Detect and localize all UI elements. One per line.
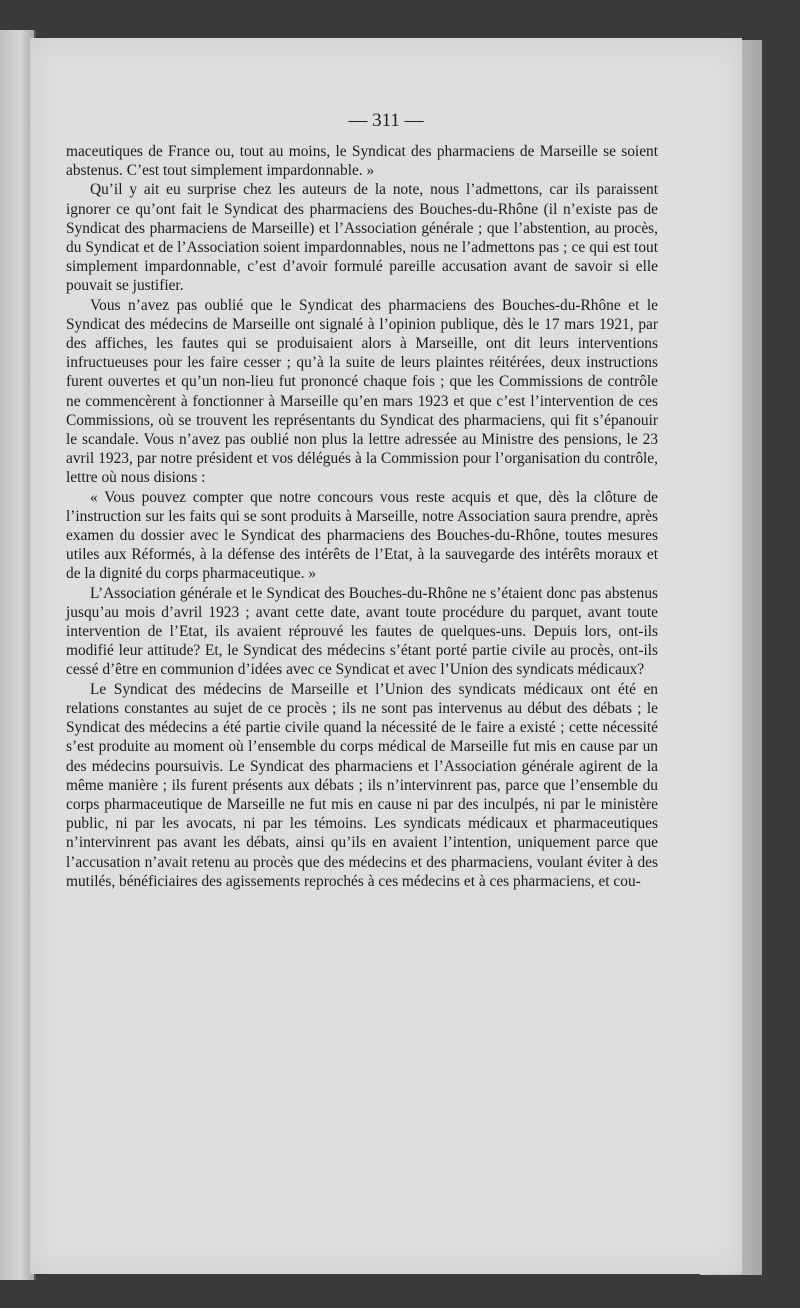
- paragraph-1: maceutiques de France ou, tout au moins, le Syndicat des pharmaciens de Marseille se soient abstenus. C’est tout simplement impardonnable. »: [66, 143, 658, 180]
- paragraph-3: Vous n’avez pas oublié que le Syndicat des pharmaciens des Bouches-du-Rhône et le Syndicat des médecins de Marseille ont signalé à l’opinion publique, dès le 17 mars 1921, par des affiches, les fautes qui se produisaient alors à Marseille, ont dit leurs interventions infructueuses pour les faire cesser ; qu’à la suite de leurs plaintes réitérées, deux instructions furent ouvertes et qu’un non-lieu fut prononcé chaque fois ; que les Commissions de contrôle ne commencèrent à fonctionner à Marseille qu’en mars 1923 et que c’est l’intervention de ces Commissions, où se trouvent les représentants du Syndicat des pharmaciens, qui fit s’épanouir le scandale. Vous n’avez pas oublié non plus la lettre adressée au Ministre des pensions, le 23 avril 1923, par notre président et vos délégués à la Commission pour l’organisation du contrôle, lettre où nous disions :: [66, 296, 658, 487]
- paragraph-4-quote: « Vous pouvez compter que notre concours vous reste acquis et que, dès la clôture de l’instruction sur les faits qui se sont produits à Marseille, notre Association saura prendre, après examen du dossier avec le Syndicat des pharmaciens des Bouches-du-Rhône, toutes mesures utiles aux Réformés, à la défense des intérêts de l’Etat, à la sauvegarde des intérêts moraux et de la dignité du corps pharmaceutique. »: [66, 488, 658, 583]
- paragraph-5: L’Association générale et le Syndicat des Bouches-du-Rhône ne s’étaient donc pas abstenus jusqu’au mois d’avril 1923 ; avant cette date, avant toute procédure du parquet, avant toute intervention de l’Etat, ils avaient réprouvé les fautes de quelques-uns. Depuis lors, ont-ils modifié leur attitude? Et, le Syndicat des médecins s’étant porté partie civile au procès, ont-ils cessé d’être en communion d’idées avec ce Syndicat et avec l’Union des syndicats médicaux?: [66, 584, 658, 679]
- book-page: [30, 38, 742, 1274]
- page-number: — 311 —: [348, 110, 424, 131]
- paragraph-2: Qu’il y ait eu surprise chez les auteurs de la note, nous l’admettons, car ils paraissent ignorer ce qu’ont fait le Syndicat des pharmaciens des Bouches-du-Rhône (il n’existe pas de Syndicat des pharmaciens de Marseille) et l’Association générale ; que l’abstention, au procès, du Syndicat et de l’Association soient impardonnables, nous ne l’admettons pas ; ce qui est tout simplement impardonnable, c’est d’avoir formulé pareille accusation avant de savoir si elle pouvait se justifier.: [66, 181, 658, 295]
- paragraph-6: Le Syndicat des médecins de Marseille et l’Union des syndicats médicaux ont été en relations constantes au sujet de ce procès ; ils ne sont pas intervenus au début des débats ; le Syndicat des médecins a été partie civile quand la nécessité de le faire a existé ; cette nécessité s’est produite au moment où l’ensemble du corps médical de Marseille fut mis en cause par un des médecins poursuivis. Le Syndicat des pharmaciens et l’Association générale agirent de la même manière ; ils furent présents aux débats ; ils n’intervinrent pas, parce que l’ensemble du corps pharmaceutique de Marseille ne fut mis en cause ni par des inculpés, ni par le ministère public, ni par les avocats, ni par les témoins. Les syndicats médicaux et pharmaceutiques n’intervinrent pas avant les débats, ainsi qu’ils en avaient l’intention, uniquement parce que l’accusation n’avait retenu au procès que des médecins et des pharmaciens, voulant éviter à des mutilés, bénéficiaires des agissements reprochés à ces médecins et à ces pharmaciens, et cou-: [66, 680, 658, 890]
- body-text: [66, 142, 658, 891]
